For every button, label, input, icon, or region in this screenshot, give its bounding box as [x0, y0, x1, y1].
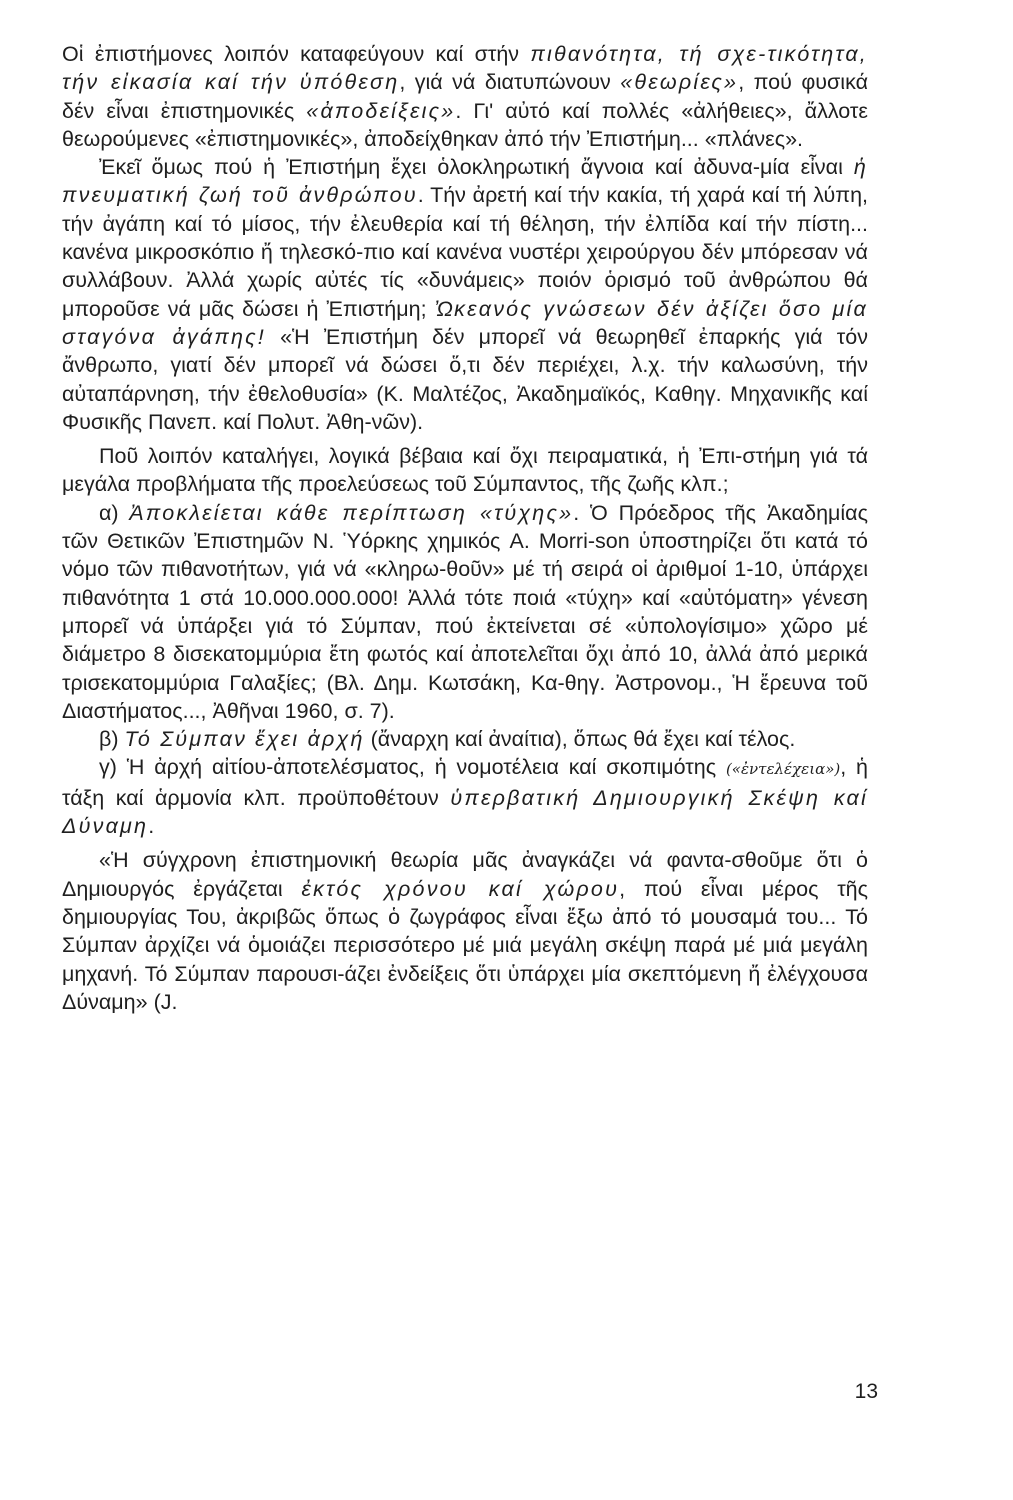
text-run: , ἡ τάξη καί ἁρμονία κλπ. προϋποθέτουν	[62, 755, 868, 810]
item-marker: γ) Ἡ ἀρχή αἰτίου-ἀποτελέσματος, ἡ νομοτέλεια καί σκοπιμότης	[99, 755, 726, 780]
text-run: , γιά νά διατυπώνουν	[399, 70, 621, 95]
emphasis-run: ἐκτός χρόνου καί χώρου	[301, 876, 620, 901]
text-run: . Γι' αὐτό καί πολλές «ἀλήθειες», ἄλλοτε θεωρούμενες «ἐπιστημονικές», ἀποδείχθηκαν ἀπό τήν Ἐπιστήμη... «πλάνες».	[62, 98, 869, 151]
paragraph-quote-creator	[62, 846, 868, 1016]
emphasis-run: «θεωρίες»	[620, 70, 739, 95]
text-run: «Ἡ Ἐπιστήμη δέν μπορεῖ νά θεωρηθεῖ ἐπαρκής γιά τόν ἄνθρωπο, γιατί δέν μπορεῖ νά δώσει ὅ,τι δέν περιέχει, λ.χ. τήν καλωσύνη, τήν αὐταπάρνηση, τήν ἐθελοθυσία» (Κ. Μαλτέζος, Ἀκαδημαϊκός, Καθηγ. Μηχανικῆς καί Φυσικῆς Πανεπ. καί Πολυτ. Ἀθη-νῶν).	[62, 324, 868, 434]
emphasis-run: Ὠκεανός γνώσεων δέν ἀξίζει ὅσο μία σταγόνα ἀγάπης!	[62, 296, 868, 349]
paragraph-question	[62, 442, 868, 499]
emphasis-run: Τό Σύμπαν ἔχει ἀρχή	[124, 727, 365, 752]
emphasis-run: ὑπερβατική Δημιουργική Σκέψη καί Δύναμη	[62, 785, 868, 839]
item-marker: α)	[99, 500, 130, 525]
text-run: . Τήν ἀρετή καί τήν κακία, τή χαρά καί τή λύπη, τήν ἀγάπη καί τό μίσος, τήν ἐλευθερία καί τή θέληση, τήν ἐλπίδα καί τήν πίστη... κανένα μικροσκόπιο ἤ τηλεσκό-πιο καί κανένα νυστέρι χειρούργου δέν μπόρεσαν νά συλλάβουν. Ἀλλά χωρίς αὐτές τίς «δυνάμεις» ποιόν ὁρισμό τοῦ ἀνθρώπου θά μποροῦσε νά μᾶς δώσει ἡ Ἐπιστήμη;	[62, 183, 868, 321]
text-run: .	[148, 814, 155, 839]
page-body	[62, 40, 868, 1016]
text-run: Ἐκεῖ ὅμως πού ἡ Ἐπιστήμη ἔχει ὁλοκληρωτική ἄγνοια καί ἀδυνα-μία εἶναι	[99, 155, 854, 180]
text-run: (ἄναρχη καί ἀναίτια), ὅπως θά ἔχει καί τέλος.	[364, 727, 796, 752]
paragraph-science-theories	[62, 40, 868, 153]
paragraph-spiritual-life	[62, 153, 868, 436]
list-item-b	[62, 725, 868, 753]
emphasis-run: Ἀποκλείεται κάθε περίπτωση «τύχης»	[129, 500, 574, 525]
text-run: , πού φυσικά δέν εἶναι ἐπιστημονικές	[62, 70, 868, 123]
text-run: . Ὁ Πρόεδρος τῆς Ἀκαδημίας τῶν Θετικῶν Ἐπιστημῶν Ν. Ὑόρκης χημικός A. Morri-son ὑποστηρίζει ὅτι κατά τό νόμο τῶν πιθανοτήτων, γιά νά «κληρω-θοῦν» μέ τή σειρά οἱ ἀριθμοί 1-10, ὑπάρχει πιθανότητα 1 στά 10.000.000.000! Ἀλλά τότε ποιά «τύχη» καί «αὐτόματη» γένεση μπορεῖ νά ὑπάρξει γιά τό Σύμπαν, πού ἐκτείνεται σέ «ὑπολογίσιμο» χῶρο μέ διάμετρο 8 δισεκατομμύρια ἔτη φωτός καί ἀποτελεῖται ὄχι ἀπό 10, ἀλλά ἀπό μερικά τρισεκατομμύρια Γαλαξίες; (Βλ. Δημ. Κωτσάκη, Κα-θηγ. Ἀστρονομ., Ἡ ἔρευνα τοῦ Διαστήματος..., Ἀθῆναι 1960, σ. 7).	[62, 500, 868, 723]
emphasis-run: ἡ πνευματική ζωή τοῦ ἀνθρώπου	[62, 155, 868, 208]
list-item-a	[62, 499, 868, 725]
list-item-c	[62, 753, 868, 840]
page-number: 13	[854, 1380, 878, 1403]
text-run: Οἱ ἐπιστήμονες λοιπόν καταφεύγουν καί στήν	[62, 42, 531, 66]
emphasis-run: «ἀποδείξεις»	[306, 98, 456, 123]
emphasis-run: πιθανότητα, τή σχε-τικότητα, τήν εἰκασία καί τήν ὑπόθεση	[62, 42, 868, 95]
emphasis-run: («ἐντελέχεια»)	[725, 760, 841, 779]
item-marker: β)	[99, 727, 125, 752]
text-run: , πού εἶναι μέρος τῆς δημιουργίας Του, ἀκριβῶς ὅπως ὁ ζωγράφος εἶναι ἔξω ἀπό τό μουσαμά του... Τό Σύμπαν ἀρχίζει νά ὁμοιάζει περισσότερο μέ μιά μεγάλη σκέψη παρά μέ μιά μεγάλη μηχανή. Τό Σύμπαν παρουσι-άζει ἐνδείξεις ὅτι ὑπάρχει μία σκεπτόμενη ἤ ἐλέγχουσα Δύναμη» (J.	[62, 876, 869, 1014]
text-run: Ποῦ λοιπόν καταλήγει, λογικά βέβαια καί ὄχι πειραματικά, ἡ Ἐπι-στήμη γιά τά μεγάλα προβλήματα τῆς προελεύσεως τοῦ Σύμπαντος, τῆς ζωῆς κλπ.;	[62, 444, 868, 497]
text-run: «Ἡ σύγχρονη ἐπιστημονική θεωρία μᾶς ἀναγκάζει νά φαντα-σθοῦμε ὅτι ὁ Δημιουργός ἐργάζεται	[62, 848, 868, 901]
